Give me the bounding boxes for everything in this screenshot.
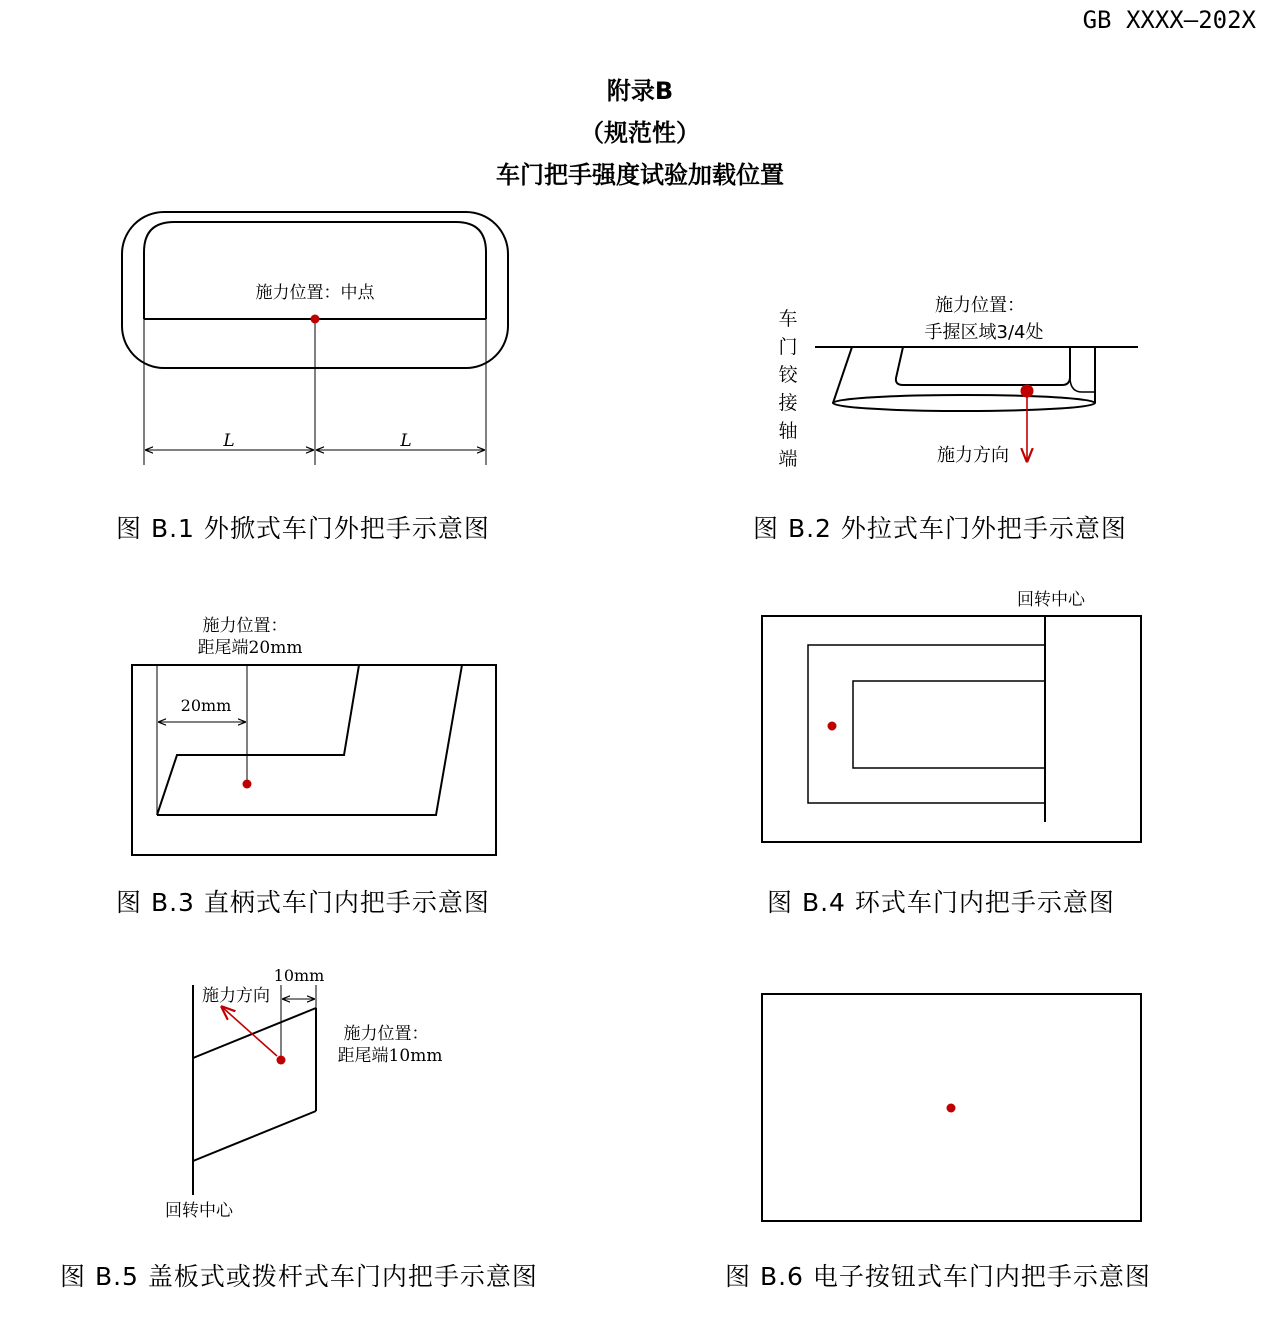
appendix-label: 附录B [606, 77, 674, 105]
b3-dimension-label: 20mm [180, 696, 232, 715]
caption-b5: 图 B.5 盖板式或拨杆式车门内把手示意图 [60, 1262, 538, 1291]
b3-handle-upper [157, 665, 359, 815]
b4-ring-inner [853, 681, 1045, 768]
force-point-b5 [277, 1056, 286, 1065]
figure-b3-drawing [132, 665, 496, 855]
b2-force-position-line2: 手握区域3/4处 [924, 322, 1044, 343]
b5-lever-bottom [193, 1111, 316, 1161]
b4-bezel [762, 616, 1141, 842]
b4-ring-outer [808, 645, 1045, 803]
b5-lever-top [193, 1008, 316, 1058]
b3-force-position-line2: 距尾端20mm [197, 638, 303, 658]
hinge-char: 轴 [778, 420, 798, 442]
b5-dimension-label: 10mm [273, 966, 325, 985]
caption-b4: 图 B.4 环式车门内把手示意图 [767, 888, 1115, 917]
b3-force-position-line1: 施力位置： [202, 616, 288, 636]
figure-b1-drawing [122, 212, 508, 465]
caption-b2: 图 B.2 外拉式车门外把手示意图 [753, 514, 1127, 543]
b1-force-position-label: 施力位置：中点 [255, 283, 375, 303]
b1-dim-left-label: L [223, 431, 235, 451]
grip-recess [896, 347, 1070, 385]
grip-recess-side [1070, 347, 1095, 392]
figure-b4-drawing [762, 616, 1141, 842]
appendix-heading: 车门把手强度试验加载位置 [496, 161, 784, 189]
force-point-b1 [311, 315, 320, 324]
handle-bottom-ellipse [833, 395, 1095, 411]
b2-force-position-line1: 施力位置： [935, 295, 1025, 316]
force-point-b3 [243, 780, 252, 789]
force-point-b2 [1021, 385, 1034, 398]
figure-b5-drawing [193, 985, 316, 1195]
force-point-b4 [828, 722, 837, 731]
b5-force-direction-label: 施力方向 [202, 986, 270, 1006]
b3-handle-lower [157, 665, 462, 815]
hinge-char: 端 [778, 448, 798, 470]
b2-force-direction-label: 施力方向 [937, 445, 1009, 466]
standard-number: GB XXXX—202X [1082, 6, 1256, 34]
hinge-char: 铰 [778, 364, 798, 386]
caption-b3: 图 B.3 直柄式车门内把手示意图 [116, 888, 490, 917]
b1-dim-right-label: L [400, 431, 412, 451]
b5-force-position-line2: 距尾端10mm [337, 1046, 443, 1066]
caption-b1: 图 B.1 外掀式车门外把手示意图 [116, 514, 490, 543]
b5-rotation-center-label: 回转中心 [165, 1201, 233, 1221]
caption-b6: 图 B.6 电子按钮式车门内把手示意图 [725, 1262, 1151, 1291]
figure-b2-drawing [815, 347, 1138, 411]
force-point-b6 [947, 1104, 956, 1113]
b2-hinge-side-label [778, 308, 798, 470]
hinge-char: 门 [778, 336, 798, 358]
handle-inner-outline [144, 222, 486, 319]
b5-force-position-line1: 施力位置： [343, 1024, 429, 1044]
appendix-normative: （规范性） [580, 119, 700, 147]
b4-rotation-center-label: 回转中心 [1017, 590, 1085, 610]
force-direction-arrow-b5 [222, 1007, 277, 1056]
hinge-char: 接 [778, 392, 798, 414]
b3-bezel [132, 665, 496, 855]
handle-left-edge [833, 347, 852, 403]
hinge-char: 车 [778, 308, 798, 330]
